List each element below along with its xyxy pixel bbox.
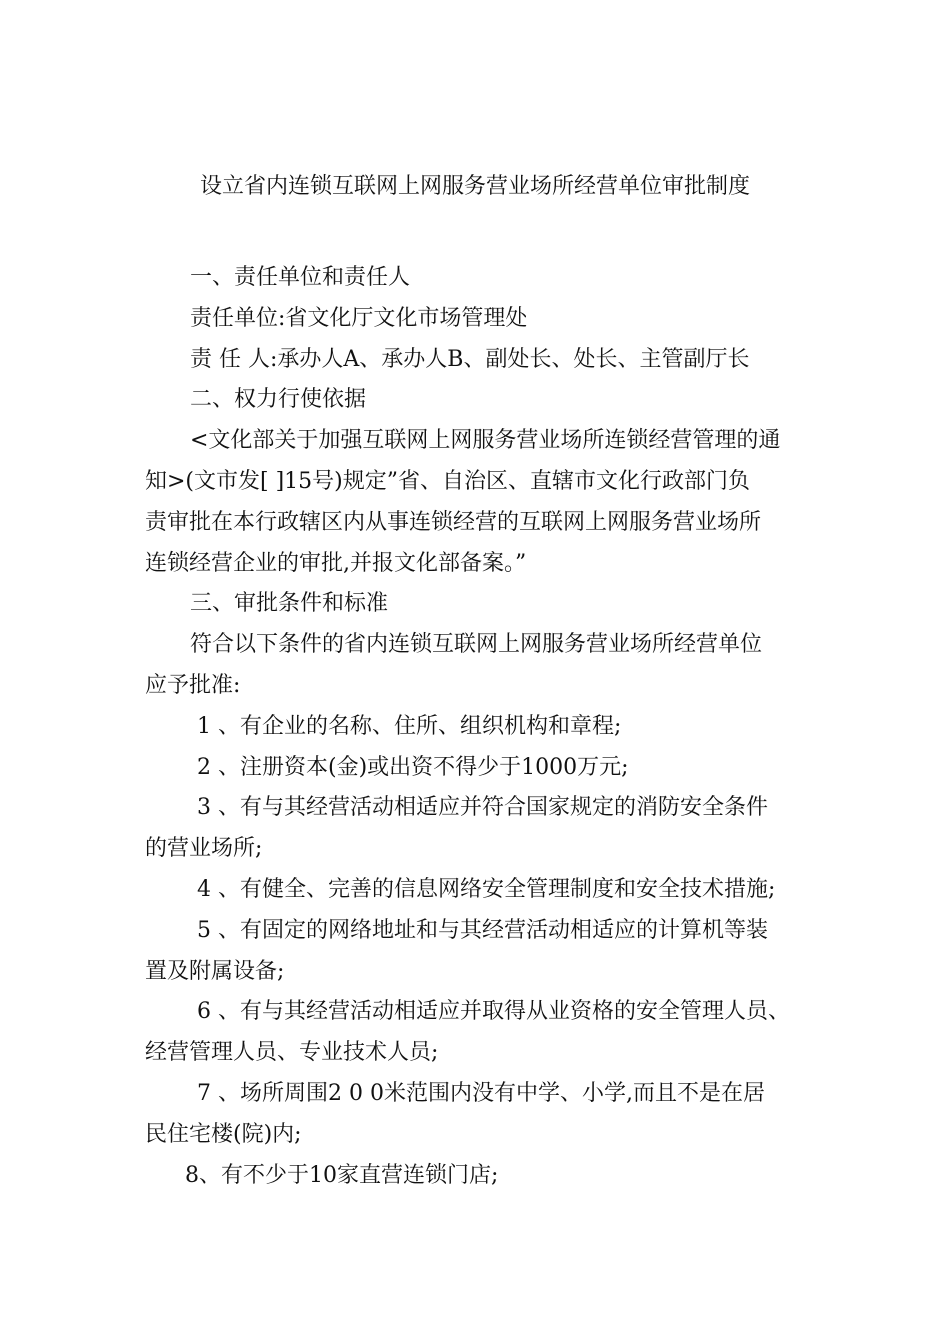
list-item: 1 、有企业的名称、住所、组织机构和章程; xyxy=(197,713,622,739)
list-item: 8、有不少于10家直营连锁门店; xyxy=(185,1162,499,1188)
list-item: 5 、有固定的网络地址和与其经营活动相适应的计算机等装 xyxy=(197,917,768,943)
list-item-continuation: 民住宅楼(院)内; xyxy=(145,1121,302,1147)
list-item-continuation: 置及附属设备; xyxy=(145,958,285,984)
responsible-unit: 责任单位:省文化厅文化市场管理处 xyxy=(190,305,528,331)
paragraph-line: 应予批准: xyxy=(145,672,241,698)
paragraph-line: 知>(文市发[ ]15号)规定”省、自治区、直辖市文化行政部门负 xyxy=(145,468,751,494)
list-item-continuation: 的营业场所; xyxy=(145,836,263,862)
document-body xyxy=(145,258,825,1196)
document-title: 设立省内连锁互联网上网服务营业场所经营单位审批制度 xyxy=(199,174,750,199)
list-item: 3 、有与其经营活动相适应并符合国家规定的消防安全条件 xyxy=(197,795,768,821)
section-heading-conditions: 三、审批条件和标准 xyxy=(190,591,389,617)
section-heading-basis: 二、权力行使依据 xyxy=(190,387,367,413)
paragraph-line: 符合以下条件的省内连锁互联网上网服务营业场所经营单位 xyxy=(190,632,763,658)
paragraph-line: 连锁经营企业的审批,并报文化部备案。” xyxy=(145,550,527,576)
list-item: 7 、场所周围2 0 0米范围内没有中学、小学,而且不是在居 xyxy=(197,1080,765,1106)
responsible-persons: 责 任 人:承办人A、承办人B、副处长、处长、主管副厅长 xyxy=(190,346,750,372)
paragraph-line: <文化部关于加强互联网上网服务营业场所连锁经营管理的通 xyxy=(190,428,781,454)
list-item: 2 、注册资本(金)或出资不得少于1000万元; xyxy=(197,754,629,780)
section-heading-responsibility: 一、责任单位和责任人 xyxy=(190,265,411,290)
paragraph-line: 责审批在本行政辖区内从事连锁经营的互联网上网服务营业场所 xyxy=(145,509,762,535)
list-item: 6 、有与其经营活动相适应并取得从业资格的安全管理人员、 xyxy=(197,999,790,1025)
list-item: 4 、有健全、完善的信息网络安全管理制度和安全技术措施; xyxy=(197,876,776,902)
list-item-continuation: 经营管理人员、专业技术人员; xyxy=(145,1040,439,1066)
